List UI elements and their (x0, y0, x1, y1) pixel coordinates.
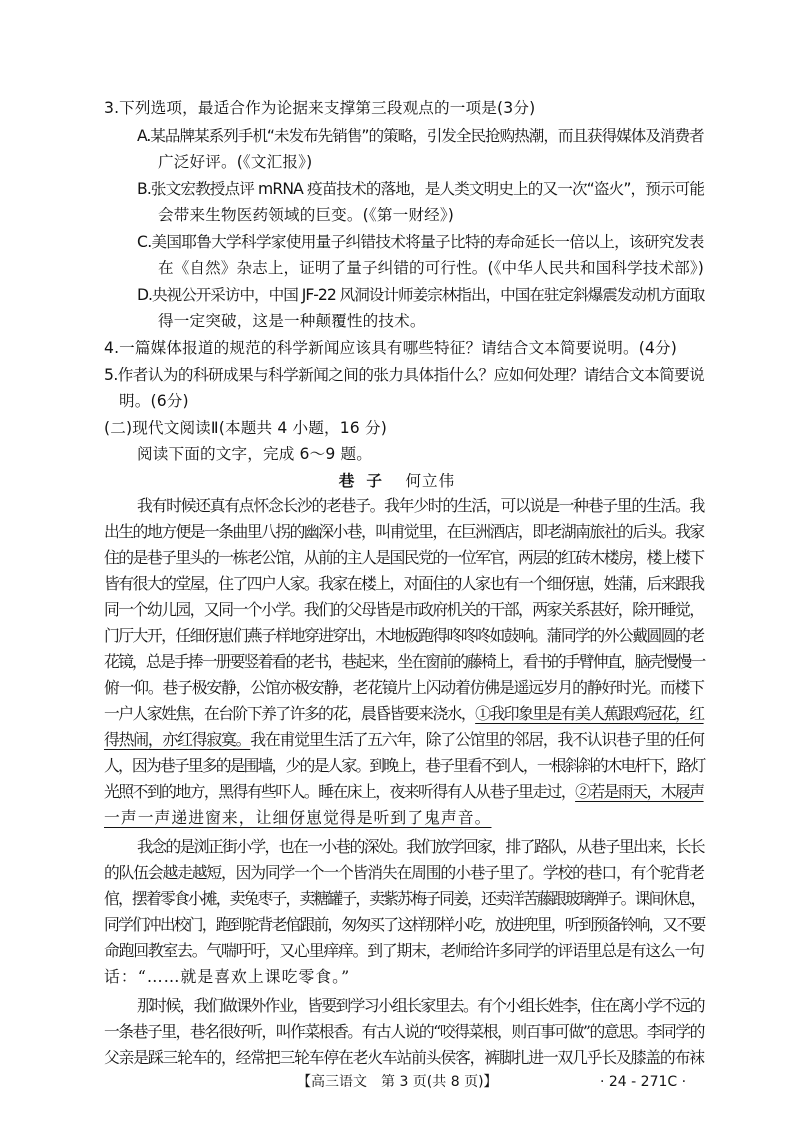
article-line: 那时候，我们做课外作业，皆要到学习小组长家里去。有个小组长姓李，住在离小学不远的 (137, 996, 704, 1015)
article-author: 何立伟 (405, 472, 456, 490)
article-line: 皆有很大的堂屋，住了四户人家。我家在楼上，对面住的人家也有一个细伢崽，姓蒲，后来跟我 (104, 574, 704, 593)
article-line: 的队伍会越走越短，因为同学一个一个皆消失在周围的小巷子里了。学校的巷口，有个驼背老 (104, 863, 704, 882)
question-3-option-d-cont: 得一定突破，这是一种颠覆性的技术。 (158, 312, 426, 330)
article-line: 父亲是踩三轮车的，经常把三轮车停在老火车站前头侯客，裤脚扎进一双几乎长及膝盖的布袜 (104, 1048, 704, 1067)
article-line: 同一个幼儿园，又同一个小学。我们的父母皆是市政府机关的干部，两家关系甚好，除开睡觉， (104, 600, 704, 619)
question-3-option-d: D.央视公开采访中，中国 JF-22 风洞设计师姜宗林指出，中国在驻定斜爆震发动机方面取 (137, 286, 705, 304)
question-4: 4.一篇媒体报道的规范的科学新闻应该具有哪些特征？请结合文本简要说明。(4分) (104, 339, 678, 357)
article-line: 一户人家姓焦，在台阶下养了许多的花，晨昏皆要来浇水，①我印象里是有美人蕉跟鸡冠花，红 (104, 704, 704, 723)
article-title-line (0, 470, 794, 492)
question-5: 5.作者认为的科研成果与科学新闻之间的张力具体指什么？应如何处理？请结合文本简要说 (104, 366, 705, 384)
underlined-sentence-1: ①我印象里是有美人蕉跟鸡冠花，红 (475, 704, 704, 723)
article-line (104, 807, 491, 829)
question-3-option-a: A.某品牌某系列手机“未发布先销售”的策略，引发全民抢购热潮，而且获得媒体及消费者 (137, 127, 704, 145)
underlined-sentence-2: ②若是雨天，木屐声 (575, 782, 704, 801)
question-3-option-a-cont: 广泛好评。(《文汇报》) (158, 153, 313, 171)
question-3-option-b-cont: 会带来生物医药领域的巨变。(《第一财经》) (158, 206, 454, 224)
article-title: 巷子 (338, 472, 394, 490)
question-5-cont: 明。(6分) (119, 392, 189, 410)
article-line: 话：“……就是喜欢上课吃零食。” (104, 967, 351, 986)
underlined-sentence-1-cont: 得热闹，亦红得寂寞。 (104, 730, 251, 749)
article-line: 出生的地方便是一条曲里八拐的幽深小巷，叫甫觉里，在巨洲酒店，即老湖南旅社的后头。我家 (104, 522, 704, 541)
section-heading: (二)现代文阅读Ⅱ(本题共 4 小题，16 分) (104, 419, 387, 437)
article-line: 我有时候还真有点怀念长沙的老巷子。我年少时的生活，可以说是一种巷子里的生活。我 (137, 496, 705, 515)
article-line: 门厅大开，任细伢崽们燕子样地穿进穿出，木地板跑得咚咚咚如鼓响。蒲同学的外公戴圆圆的老 (104, 626, 704, 645)
article-line: 人，因为巷子里多的是围墙，少的是人家。到晚上，巷子里看不到人，一根斜斜的木电杆下，路灯 (104, 756, 705, 775)
underlined-sentence-2-cont: 一声一声递进窗来，让细伢崽觉得是听到了鬼声音。 (104, 808, 492, 827)
article-line: 得热闹，亦红得寂寞。我在甫觉里生活了五六年，除了公馆里的邻居，我不认识巷子里的任何 (104, 730, 704, 749)
question-3-stem: 3.下列选项，最适合作为论据来支撑第三段观点的一项是(3分) (104, 99, 536, 117)
article-line: 倌，摆着零食小摊，卖兔枣子，卖糖罐子，卖紫苏梅子同姜，还卖洋苦藤跟玻璃弹子。课间休息， (104, 889, 705, 908)
article-line: 花镜，总是手捧一册要竖着看的老书，巷起来，坐在窗前的藤椅上，看书的手臂伸直，脑壳慢慢一 (104, 652, 705, 671)
question-3-option-b: B.张文宏教授点评 mRNA 疫苗技术的落地，是人类文明史上的又一次“盗火”，预示可能 (137, 180, 705, 198)
question-3-option-c-cont: 在《自然》杂志上，证明了量子纠错的可行性。(《中华人民共和国科学技术部》) (158, 259, 704, 277)
article-line: 一条巷子里，巷名很好听，叫作菜根香。有古人说的“咬得菜根，则百事可做”的意思。李同学的 (104, 1022, 704, 1041)
article-line: 住的是巷子里头的一栋老公馆，从前的主人是国民党的一位军官，两层的红砖木楼房，楼上楼下 (104, 548, 704, 567)
article-line: 我念的是浏正街小学，也在一小巷的深处。我们放学回家，排了路队，从巷子里出来，长长 (137, 837, 704, 856)
article-line: 同学们冲出校门，跑到驼背老倌跟前，匆匆买了这样那样小吃，放进兜里，听到预备铃响，又不要 (104, 915, 705, 934)
article-line: 命跑回教室去。气喘吁吁，又心里痒痒。到了期末，老师给许多同学的评语里总是有这么一句 (104, 941, 704, 960)
page-footer-label: 【高三语文 第 3 页(共 8 页)】 (297, 1074, 498, 1090)
article-line: 俯一仰。巷子极安静，公馆亦极安静，老花镜片上闪动着仿佛是遥远岁月的静好时光。而楼下 (104, 678, 704, 697)
section-instruction: 阅读下面的文字，完成 6～9 题。 (137, 445, 373, 463)
page-footer-code: · 24 - 271C · (600, 1074, 687, 1090)
article-line: 光照不到的地方，黑得有些吓人。睡在床上，夜来听得有人从巷子里走过，②若是雨天，木屐声 (104, 782, 704, 801)
question-3-option-c: C.美国耶鲁大学科学家使用量子纠错技术将量子比特的寿命延长一倍以上，该研究发表 (137, 233, 704, 251)
